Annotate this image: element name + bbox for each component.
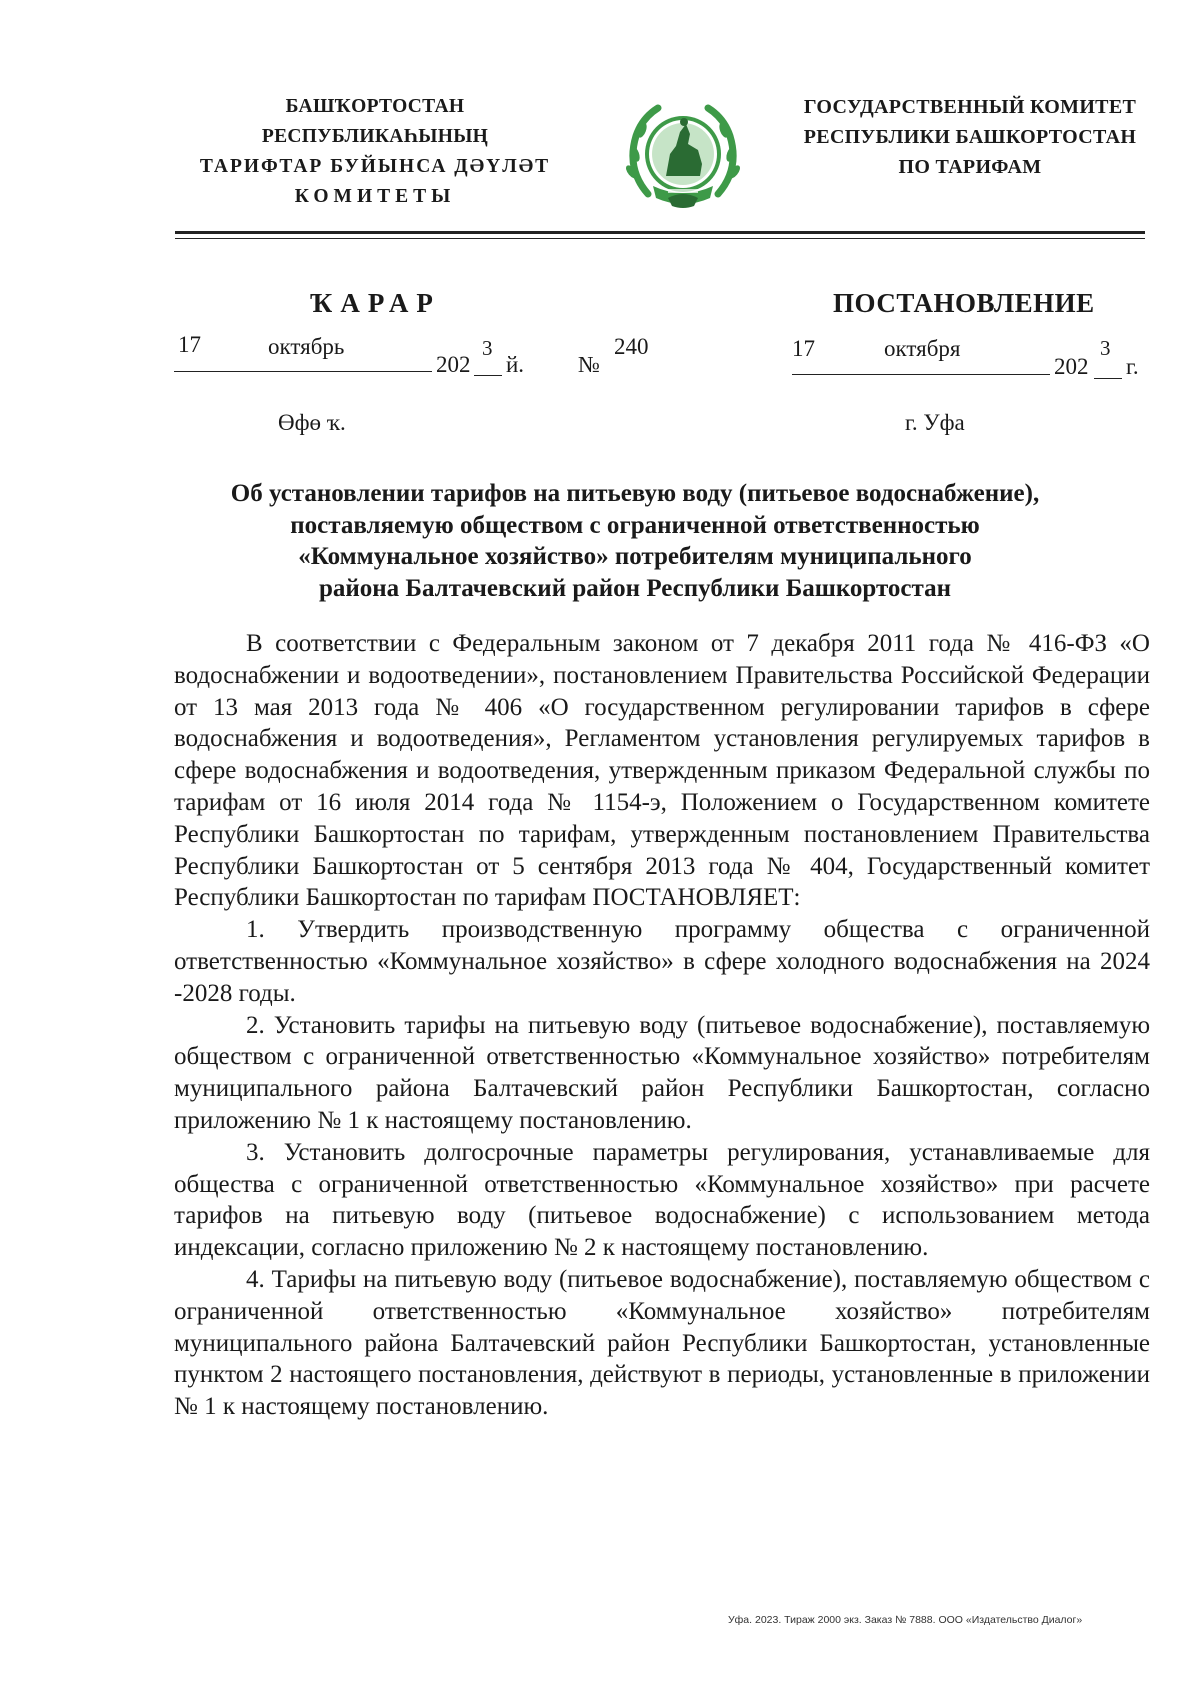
document-heading: [170, 478, 1100, 604]
heading-line-1: Об установлении тарифов на питьевую воду (питьевое водоснабжение),: [230, 480, 1040, 507]
date-left-year-underline: [474, 375, 502, 376]
date-right-underline: [792, 374, 1050, 375]
clause-3-paragraph: 3. Установить долгосрочные параметры регулирования, устанавливаемые для общества с ограниченной ответственностью «Коммунальное хозяйство» при расчете тарифов на питьевую воду (питьевое водоснабжение) с использованием метода индексации, согласно приложению № 2 к настоящему постановлению.: [174, 1138, 1150, 1262]
city-right: г. Уфа: [905, 410, 965, 435]
title-postanovlenie: ПОСТАНОВЛЕНИЕ: [833, 288, 1095, 318]
document-body: [174, 628, 1150, 1423]
date-left-year-digit: 3: [482, 336, 493, 360]
city-left: Өфө ҡ.: [278, 410, 346, 435]
header-rule-thick: [175, 231, 1145, 234]
clause-1-paragraph: 1. Утвердить производственную программу общества с ограниченной ответственностью «Коммунальное хозяйство» в сфере холодного водоснабжения на 2024 -2028 годы.: [174, 916, 1150, 1007]
number-label: №: [578, 352, 600, 377]
header-right-line-2: РЕСПУБЛИКИ БАШКОРТОСТАН: [803, 126, 1137, 148]
header-right-line-3: ПО ТАРИФАМ: [898, 156, 1042, 178]
preamble-paragraph: В соответствии с Федеральным законом от 7 декабря 2011 года № 416-ФЗ «О водоснабжении и водоотведении», постановлением Правительства Российской Федерации от 13 мая 2013 года № 406 «О государственном регулировании тарифов в сфере водоснабжения и водоотведения», Регламентом установления регулируемых тарифов в сфере водоснабжения и водоотведения, утвержденным приказом Федеральной службы по тарифам от 16 июля 2014 года № 1154-э, Положением о Государственном комитете Республики Башкортостан по тарифам, утвержденным постановлением Правительства Республики Башкортостан от 5 сентября 2013 года № 404, Государственный комитет Республики Башкортостан по тарифам ПОСТАНОВЛЯЕТ:: [174, 630, 1150, 912]
date-left-month: октябрь: [268, 334, 345, 359]
heading-line-3: «Коммунальное хозяйство» потребителям муниципального: [298, 543, 972, 570]
clause-4-paragraph: 4. Тарифы на питьевую воду (питьевое водоснабжение), поставляемую обществом с ограниченной ответственностью «Коммунальное хозяйство» потребителям муниципального района Балтачевский район Республики Башкортостан, установленные пунктом 2 настоящего постановления, действуют в периоды, установленные в приложении № 1 к настоящему постановлению.: [174, 1265, 1150, 1421]
header-left-line-2: ТАРИФТАР БУЙЫНСА ДӘҮЛӘТ: [199, 156, 551, 177]
date-left-underline: [174, 371, 432, 372]
header-right-block: [790, 92, 1150, 182]
date-right-day: 17: [792, 336, 815, 361]
date-left-year-prefix: 202: [436, 352, 471, 377]
date-left-suffix: й.: [506, 352, 525, 377]
date-right-year-digit: 3: [1100, 336, 1111, 360]
header-left-line-1: БАШҠОРТОСТАН РЕСПУБЛИКАҺЫНЫҢ: [261, 96, 489, 147]
heading-line-4: района Балтачевский район Республики Башкортостан: [318, 574, 952, 602]
date-right-month: октября: [884, 336, 961, 361]
document-number: 240: [614, 334, 649, 359]
header-left-line-3: КОМИТЕТЫ: [294, 186, 456, 207]
date-right-year-underline: [1094, 378, 1122, 379]
heading-line-2: поставляемую обществом с ограниченной ответственностью: [290, 511, 980, 539]
date-left-day: 17: [178, 332, 201, 357]
clause-2-paragraph: 2. Установить тарифы на питьевую воду (питьевое водоснабжение), поставляемую обществом с ограниченной ответственностью «Коммунальное хозяйство» потребителям муниципального района Балтачевский район Республики Башкортостан, согласно приложению № 1 к настоящему постановлению.: [174, 1011, 1150, 1134]
header-left-block: [170, 92, 580, 212]
bashkortostan-coat-of-arms-icon: [618, 94, 748, 224]
header-rule-thin: [175, 238, 1145, 239]
print-footer: Уфа. 2023. Тираж 2000 экз. Заказ № 7888. ООО «Издательство Диалог»: [728, 1614, 1083, 1626]
date-right-suffix: г.: [1126, 354, 1139, 379]
header-right-line-1: ГОСУДАРСТВЕННЫЙ КОМИТЕТ: [803, 96, 1137, 118]
date-right-year-prefix: 202: [1054, 354, 1089, 379]
title-karar: ҠАРАР: [310, 288, 441, 318]
